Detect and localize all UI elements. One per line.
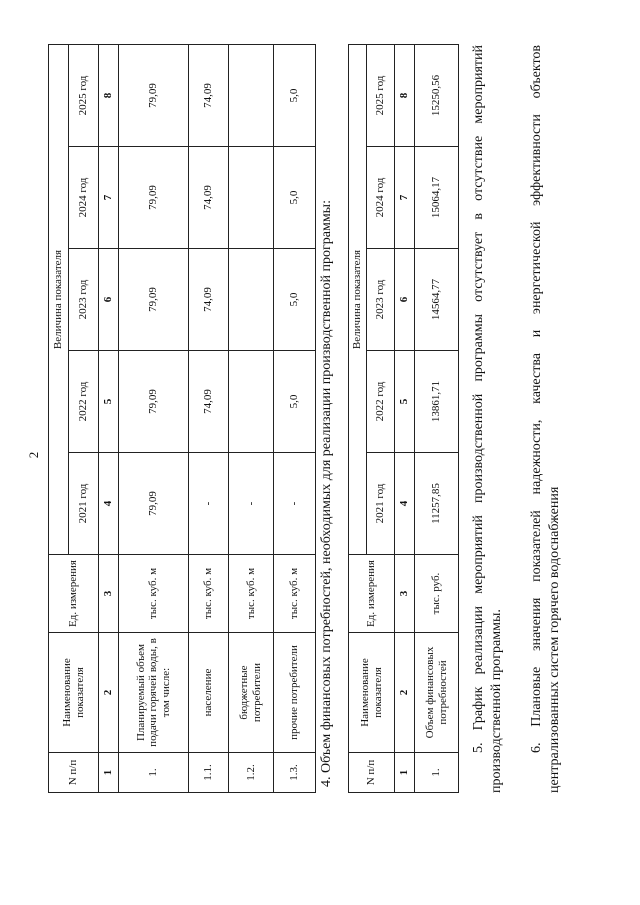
section-6-text: 6. Плановые значения показателей надежности, качества и энергетической эффективности объектов централизованных систем горячего водоснабжения xyxy=(529,45,562,793)
header-year: 2025 год xyxy=(69,44,99,146)
header-year: 2025 год xyxy=(367,44,395,146)
row-value: 74,09 xyxy=(189,249,229,351)
header-n: N п/п xyxy=(349,753,395,793)
row-value: - xyxy=(229,453,274,555)
table-row xyxy=(189,44,229,792)
row-value: 79,09 xyxy=(119,44,189,146)
column-number: 5 xyxy=(395,351,415,453)
row-value: 79,09 xyxy=(119,453,189,555)
row-unit: тыс. куб. м xyxy=(274,555,316,633)
header-name: Наименование показателя xyxy=(49,633,99,753)
row-value xyxy=(229,147,274,249)
column-number: 2 xyxy=(395,633,415,753)
header-year: 2024 год xyxy=(367,147,395,249)
header-group: Величина показателя xyxy=(49,44,69,554)
row-value: 74,09 xyxy=(189,147,229,249)
header-group: Величина показателя xyxy=(349,44,367,554)
financial-needs-table xyxy=(348,44,459,793)
header-year: 2022 год xyxy=(69,351,99,453)
column-number: 1 xyxy=(395,753,415,793)
row-value: 79,09 xyxy=(119,351,189,453)
header-year: 2024 год xyxy=(69,147,99,249)
row-number: 1.2. xyxy=(229,753,274,793)
table-row xyxy=(119,44,189,792)
column-number: 1 xyxy=(99,753,119,793)
column-number-row xyxy=(395,44,415,792)
row-name: бюджетные потребители xyxy=(229,633,274,753)
row-value: 5,0 xyxy=(274,147,316,249)
row-value: 15250,56 xyxy=(415,44,459,146)
column-number: 4 xyxy=(99,453,119,555)
row-value: - xyxy=(189,453,229,555)
header-n: N п/п xyxy=(49,753,99,793)
header-unit: Ед. измерения xyxy=(49,555,99,633)
section-4-text: 4. Объем финансовых потребностей, необходимых для реализации производственной программы: xyxy=(319,200,334,787)
row-name: Объем финансовых потребностей xyxy=(415,633,459,753)
column-number: 7 xyxy=(395,147,415,249)
table-row xyxy=(415,44,459,792)
row-value: 79,09 xyxy=(119,249,189,351)
page-number: 2 xyxy=(26,451,41,459)
column-number: 3 xyxy=(395,555,415,633)
column-number: 8 xyxy=(395,44,415,146)
column-number-row xyxy=(99,44,119,792)
header-year: 2021 год xyxy=(69,453,99,555)
header-year: 2023 год xyxy=(69,249,99,351)
row-name: прочие потребители xyxy=(274,633,316,753)
column-number: 3 xyxy=(99,555,119,633)
row-value: 14564,77 xyxy=(415,249,459,351)
row-number: 1. xyxy=(415,753,459,793)
section-5-text: 5. График реализации мероприятий производственной программы отсутствует в отсутствие мероприятий производственной программы. xyxy=(471,45,504,793)
row-unit: тыс. куб. м xyxy=(229,555,274,633)
table-row xyxy=(274,44,316,792)
column-number: 5 xyxy=(99,351,119,453)
row-unit: тыс. руб. xyxy=(415,555,459,633)
row-value: 74,09 xyxy=(189,44,229,146)
row-number: 1.1. xyxy=(189,753,229,793)
column-number: 6 xyxy=(99,249,119,351)
row-value: 79,09 xyxy=(119,147,189,249)
row-value: 74,09 xyxy=(189,351,229,453)
row-number: 1. xyxy=(119,753,189,793)
header-year: 2021 год xyxy=(367,453,395,555)
water-supply-table xyxy=(48,44,316,793)
header-name: Наименование показателя xyxy=(349,633,395,753)
row-unit: тыс. куб. м xyxy=(119,555,189,633)
row-name: Планируемый объем подачи горячей воды, в том числе: xyxy=(119,633,189,753)
column-number: 8 xyxy=(99,44,119,146)
row-value: 15064,17 xyxy=(415,147,459,249)
header-unit: Ед. измерения xyxy=(349,555,395,633)
row-value: 5,0 xyxy=(274,249,316,351)
row-name: население xyxy=(189,633,229,753)
table-row xyxy=(229,44,274,792)
row-unit: тыс. куб. м xyxy=(189,555,229,633)
header-year: 2022 год xyxy=(367,351,395,453)
column-number: 6 xyxy=(395,249,415,351)
row-value: 13861,71 xyxy=(415,351,459,453)
row-value: 5,0 xyxy=(274,44,316,146)
row-value: 11257,85 xyxy=(415,453,459,555)
header-year: 2023 год xyxy=(367,249,395,351)
row-number: 1.3. xyxy=(274,753,316,793)
column-number: 7 xyxy=(99,147,119,249)
column-number: 4 xyxy=(395,453,415,555)
row-value: 5,0 xyxy=(274,351,316,453)
row-value xyxy=(229,351,274,453)
row-value xyxy=(229,44,274,146)
column-number: 2 xyxy=(99,633,119,753)
row-value xyxy=(229,249,274,351)
row-value: - xyxy=(274,453,316,555)
